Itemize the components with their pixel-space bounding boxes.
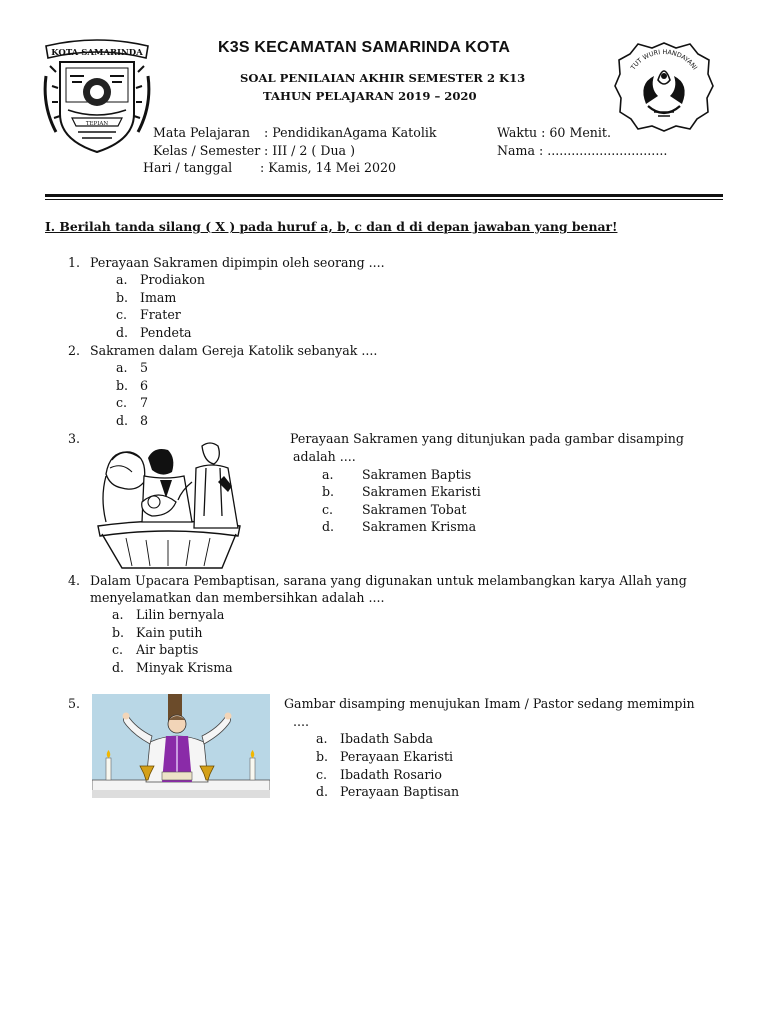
option-letter: a. <box>316 731 328 746</box>
nama-field: Nama : .............................. <box>497 143 668 158</box>
question-number: 1. <box>67 255 80 270</box>
option-letter: b. <box>322 484 335 499</box>
kelas-label: Kelas / Semester <box>153 143 261 158</box>
option-letter: d. <box>116 413 129 428</box>
option-letter: a. <box>322 467 334 482</box>
option-text: Air baptis <box>136 642 199 657</box>
question-text-line2: menyelamatkan dan membersihkan adalah .... <box>90 590 385 605</box>
org-title: K3S KECAMATAN SAMARINDA KOTA <box>218 39 511 56</box>
option-letter: b. <box>116 378 129 393</box>
option-text: Ibadath Sabda <box>340 731 434 746</box>
option-letter: b. <box>316 749 329 764</box>
option-text: Kain putih <box>136 625 203 640</box>
question-text: Perayaan Sakramen dipimpin oleh seorang .... <box>90 255 385 270</box>
question-text-line2: .... <box>293 714 310 729</box>
question-text-line2: adalah .... <box>293 449 356 464</box>
option-text: Lilin bernyala <box>136 607 225 622</box>
baptism-illustration <box>92 436 252 570</box>
priest-mass-illustration <box>92 694 270 798</box>
option-letter: a. <box>116 360 128 375</box>
option-text: Prodiakon <box>140 272 205 287</box>
option-text: 5 <box>140 360 149 375</box>
option-letter: a. <box>116 272 128 287</box>
option-letter: c. <box>112 642 124 657</box>
exam-year: TAHUN PELAJARAN 2019 – 2020 <box>263 89 477 103</box>
kota-samarinda-emblem <box>38 36 156 156</box>
option-letter: c. <box>322 502 334 517</box>
option-text: Sakramen Tobat <box>362 502 467 517</box>
left-logo-sub: TEPIAN <box>85 121 109 127</box>
header-rule-thick <box>45 194 723 197</box>
option-text: 6 <box>140 378 149 393</box>
option-text: Perayaan Ekaristi <box>340 749 454 764</box>
kelas-value: : III / 2 ( Dua ) <box>264 143 355 158</box>
option-letter: d. <box>316 784 329 799</box>
question-text-line1: Perayaan Sakramen yang ditunjukan pada gambar disamping <box>290 431 684 446</box>
question-text-line1: Gambar disamping menujukan Imam / Pastor sedang memimpin <box>284 696 695 711</box>
question-text: Sakramen dalam Gereja Katolik sebanyak .... <box>90 343 378 358</box>
mapel-label: Mata Pelajaran <box>153 125 250 140</box>
option-text: 8 <box>140 413 149 428</box>
exam-title: SOAL PENILAIAN AKHIR SEMESTER 2 K13 <box>240 71 526 85</box>
question-number: 3. <box>67 431 80 446</box>
option-letter: a. <box>112 607 124 622</box>
option-letter: c. <box>316 767 328 782</box>
mapel-value: : PendidikanAgama Katolik <box>264 125 437 140</box>
section-instruction: I. Berilah tanda silang ( X ) pada huruf a, b, c dan d di depan jawaban yang benar! <box>45 219 618 234</box>
question-number: 2. <box>67 343 80 358</box>
option-text: Ibadath Rosario <box>340 767 442 782</box>
option-letter: c. <box>116 395 128 410</box>
option-text: Imam <box>140 290 177 305</box>
option-text: Minyak Krisma <box>136 660 233 675</box>
header-rule-thin <box>45 199 723 200</box>
option-letter: b. <box>112 625 125 640</box>
question-number: 5. <box>67 696 80 711</box>
option-text: Perayaan Baptisan <box>340 784 460 799</box>
left-logo-text: KOTA SAMARINDA <box>51 48 143 58</box>
option-text: Pendeta <box>140 325 192 340</box>
waktu-text: Waktu : 60 Menit. <box>497 125 611 140</box>
option-letter: d. <box>322 519 335 534</box>
option-letter: b. <box>116 290 129 305</box>
option-text: Sakramen Ekaristi <box>362 484 481 499</box>
option-text: Sakramen Baptis <box>362 467 472 482</box>
hari-label: Hari / tanggal <box>143 160 233 175</box>
option-text: Sakramen Krisma <box>362 519 477 534</box>
option-letter: d. <box>116 325 129 340</box>
question-number: 4. <box>67 573 80 588</box>
question-text-line1: Dalam Upacara Pembaptisan, sarana yang digunakan untuk melambangkan karya Allah yang <box>90 573 687 588</box>
tut-wuri-handayani-emblem <box>614 40 714 132</box>
option-text: 7 <box>140 395 149 410</box>
option-letter: d. <box>112 660 125 675</box>
hari-value: : Kamis, 14 Mei 2020 <box>260 160 397 175</box>
option-text: Frater <box>140 307 181 322</box>
option-letter: c. <box>116 307 128 322</box>
right-logo-text: TUT WURI HANDAYANI <box>629 47 700 72</box>
